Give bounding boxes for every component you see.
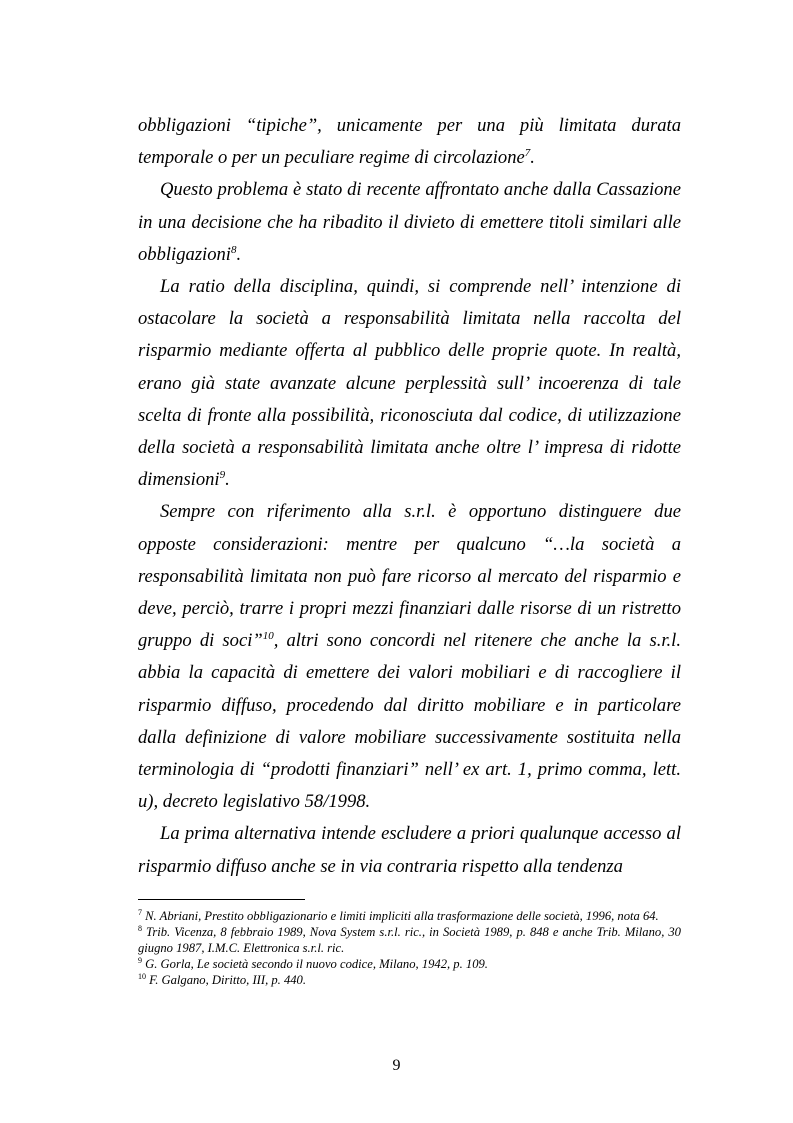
footnote: $^8$ Trib. Vicenza, 8 febbraio 1989, Nova System s.r.l. ric., in Società 1989, p. 848 e anche Trib. Milano, 30 giugno 1987, I.M.C. Elettronica s.r.l. ric. bbox=[138, 924, 681, 955]
paragraph: La prima alternativa intende escludere a priori qualunque accesso al risparmio diffuso anche se in via contraria rispetto alla tendenza bbox=[138, 823, 681, 877]
page-number: 9 bbox=[392, 1057, 401, 1074]
paragraph: Questo problema è stato di recente affrontato anche dalla Cassazione in una decisione che ha ribadito il divieto di emettere titoli similari alle obbligazioni$^8$. bbox=[138, 179, 681, 265]
paragraph: Sempre con riferimento alla s.r.l. è opportuno distinguere due opposte considerazioni: mentre per qualcuno “…la società a responsabilità limitata non può fare ricorso al mercato del risparmio e deve, perciò, trarre i propri mezzi finanziari dalle risorse di un ristretto gruppo di soci”$^{10}$, altri sono concordi nel ritenere che anche la s.r.l. abbia la capacità di emettere dei valori mobiliari e di raccogliere il risparmio diffuso, procedendo dal diritto mobiliare e in particolare dalla definizione di valore mobiliare successivamente sostituita nella terminologia di “prodotti finanziari” nell’ ex art. 1, primo comma, lett. u), decreto legislativo 58/1998. bbox=[138, 501, 681, 813]
paragraph: obbligazioni “tipiche”, unicamente per una più limitata durata temporale o per un peculiare regime di circolazione$^7$. bbox=[138, 115, 681, 169]
paragraph: La ratio della disciplina, quindi, si comprende nell’ intenzione di ostacolare la società a responsabilità limitata nella raccolta del risparmio mediante offerta al pubblico delle proprie quote. In realtà, erano già state avanzate alcune perplessità sull’ incoerenza di tale scelta di fronte alla possibilità, riconosciuta dal codice, di utilizzazione della società a responsabilità limitata anche oltre l’ impresa di ridotte dimensioni$^9$. bbox=[138, 276, 681, 491]
footnotes bbox=[138, 908, 681, 988]
footnote: $^9$ G. Gorla, Le società secondo il nuovo codice, Milano, 1942, p. 109. bbox=[138, 956, 488, 971]
footnote: $^{10}$ F. Galgano, Diritto, III, p. 440. bbox=[138, 972, 306, 987]
footnote-number: 10 bbox=[138, 972, 146, 981]
body-text bbox=[138, 110, 681, 883]
footnote-ref[interactable]: 9 bbox=[219, 469, 226, 482]
footnote-ref[interactable]: 8 bbox=[230, 243, 237, 256]
footnote-number: 9 bbox=[138, 956, 142, 965]
footnote-separator bbox=[138, 899, 305, 900]
footnote-number: 8 bbox=[138, 924, 142, 933]
footnote: $^7$ N. Abriani, Prestito obbligazionario e limiti impliciti alla trasformazione delle società, 1996, nota 64. bbox=[138, 908, 659, 923]
footnote-number: 7 bbox=[138, 908, 142, 917]
footnote-ref[interactable]: 10 bbox=[262, 630, 274, 643]
footnote-ref[interactable]: 7 bbox=[524, 147, 531, 160]
